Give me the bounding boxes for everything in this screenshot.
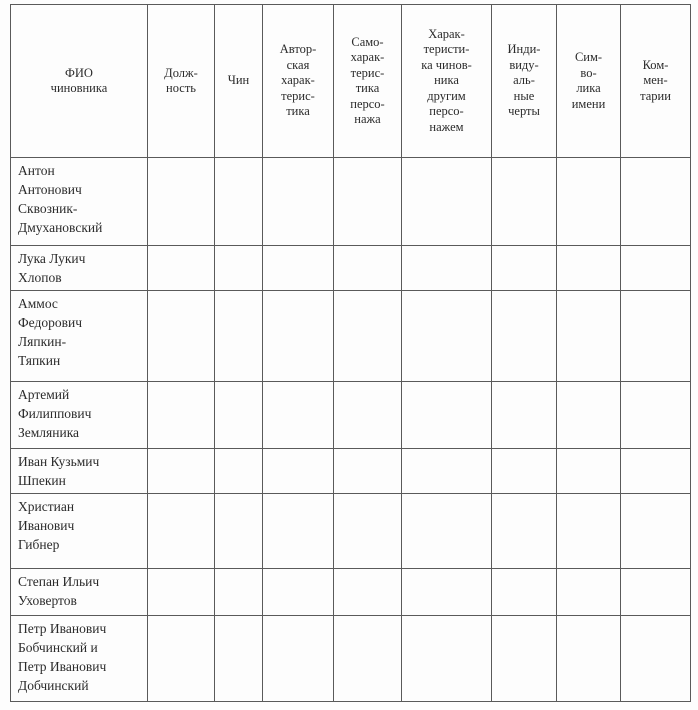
empty-cell — [215, 449, 263, 494]
official-name-cell: Артемий Филиппович Земляника — [11, 382, 148, 449]
empty-cell — [148, 382, 215, 449]
header-name-symbolism: Сим- во- лика имени — [557, 5, 621, 158]
empty-cell — [148, 246, 215, 291]
empty-cell — [621, 494, 691, 569]
official-name-cell: Антон Антонович Сквозник- Дмухановский — [11, 158, 148, 246]
empty-cell — [215, 291, 263, 382]
empty-cell — [263, 569, 334, 616]
empty-cell — [215, 494, 263, 569]
official-name-cell: Лука Лукич Хлопов — [11, 246, 148, 291]
official-name-cell: Петр Иванович Бобчинский и Петр Иванович Добчинский — [11, 616, 148, 702]
empty-cell — [402, 569, 492, 616]
empty-cell — [402, 449, 492, 494]
empty-cell — [215, 382, 263, 449]
empty-cell — [557, 449, 621, 494]
empty-cell — [263, 616, 334, 702]
empty-cell — [148, 569, 215, 616]
empty-cell — [215, 616, 263, 702]
table-row — [11, 616, 691, 702]
header-fio: ФИО чиновника — [11, 5, 148, 158]
empty-cell — [402, 291, 492, 382]
empty-cell — [402, 616, 492, 702]
empty-cell — [334, 158, 402, 246]
empty-cell — [621, 569, 691, 616]
empty-cell — [621, 449, 691, 494]
official-name-cell: Степан Ильич Уховертов — [11, 569, 148, 616]
empty-cell — [334, 449, 402, 494]
empty-cell — [148, 158, 215, 246]
official-name-cell: Христиан Иванович Гибнер — [11, 494, 148, 569]
empty-cell — [621, 158, 691, 246]
header-comments: Ком- мен- тарии — [621, 5, 691, 158]
empty-cell — [621, 616, 691, 702]
empty-cell — [557, 382, 621, 449]
empty-cell — [148, 449, 215, 494]
table-row — [11, 158, 691, 246]
empty-cell — [402, 246, 492, 291]
header-position: Долж- ность — [148, 5, 215, 158]
empty-cell — [334, 494, 402, 569]
empty-cell — [492, 291, 557, 382]
empty-cell — [148, 291, 215, 382]
table-row — [11, 494, 691, 569]
empty-cell — [557, 158, 621, 246]
empty-cell — [148, 494, 215, 569]
empty-cell — [263, 449, 334, 494]
empty-cell — [402, 158, 492, 246]
table-row — [11, 569, 691, 616]
header-self-characteristic: Само- харак- терис- тика персо- нажа — [334, 5, 402, 158]
header-rank: Чин — [215, 5, 263, 158]
empty-cell — [621, 291, 691, 382]
header-individual-traits: Инди- виду- аль- ные черты — [492, 5, 557, 158]
empty-cell — [334, 569, 402, 616]
empty-cell — [557, 246, 621, 291]
header-characteristic-by-others: Харак- теристи- ка чинов- ника другим персо- нажем — [402, 5, 492, 158]
empty-cell — [402, 494, 492, 569]
table-row — [11, 291, 691, 382]
empty-cell — [492, 569, 557, 616]
empty-cell — [492, 158, 557, 246]
official-name-cell: Иван Кузьмич Шпекин — [11, 449, 148, 494]
empty-cell — [621, 382, 691, 449]
table-header-row — [11, 5, 691, 158]
empty-cell — [492, 494, 557, 569]
empty-cell — [263, 494, 334, 569]
table-row — [11, 382, 691, 449]
empty-cell — [492, 616, 557, 702]
empty-cell — [492, 382, 557, 449]
empty-cell — [402, 382, 492, 449]
empty-cell — [215, 246, 263, 291]
empty-cell — [334, 382, 402, 449]
empty-cell — [557, 291, 621, 382]
officials-table — [10, 4, 691, 702]
empty-cell — [263, 246, 334, 291]
empty-cell — [557, 494, 621, 569]
empty-cell — [215, 158, 263, 246]
empty-cell — [263, 382, 334, 449]
table-row — [11, 449, 691, 494]
empty-cell — [215, 569, 263, 616]
empty-cell — [148, 616, 215, 702]
table-row — [11, 246, 691, 291]
empty-cell — [263, 158, 334, 246]
empty-cell — [557, 616, 621, 702]
empty-cell — [263, 291, 334, 382]
header-author-characteristic: Автор- ская харак- терис- тика — [263, 5, 334, 158]
empty-cell — [492, 246, 557, 291]
empty-cell — [334, 291, 402, 382]
empty-cell — [334, 246, 402, 291]
empty-cell — [621, 246, 691, 291]
official-name-cell: Аммос Федорович Ляпкин- Тяпкин — [11, 291, 148, 382]
empty-cell — [334, 616, 402, 702]
empty-cell — [557, 569, 621, 616]
empty-cell — [492, 449, 557, 494]
